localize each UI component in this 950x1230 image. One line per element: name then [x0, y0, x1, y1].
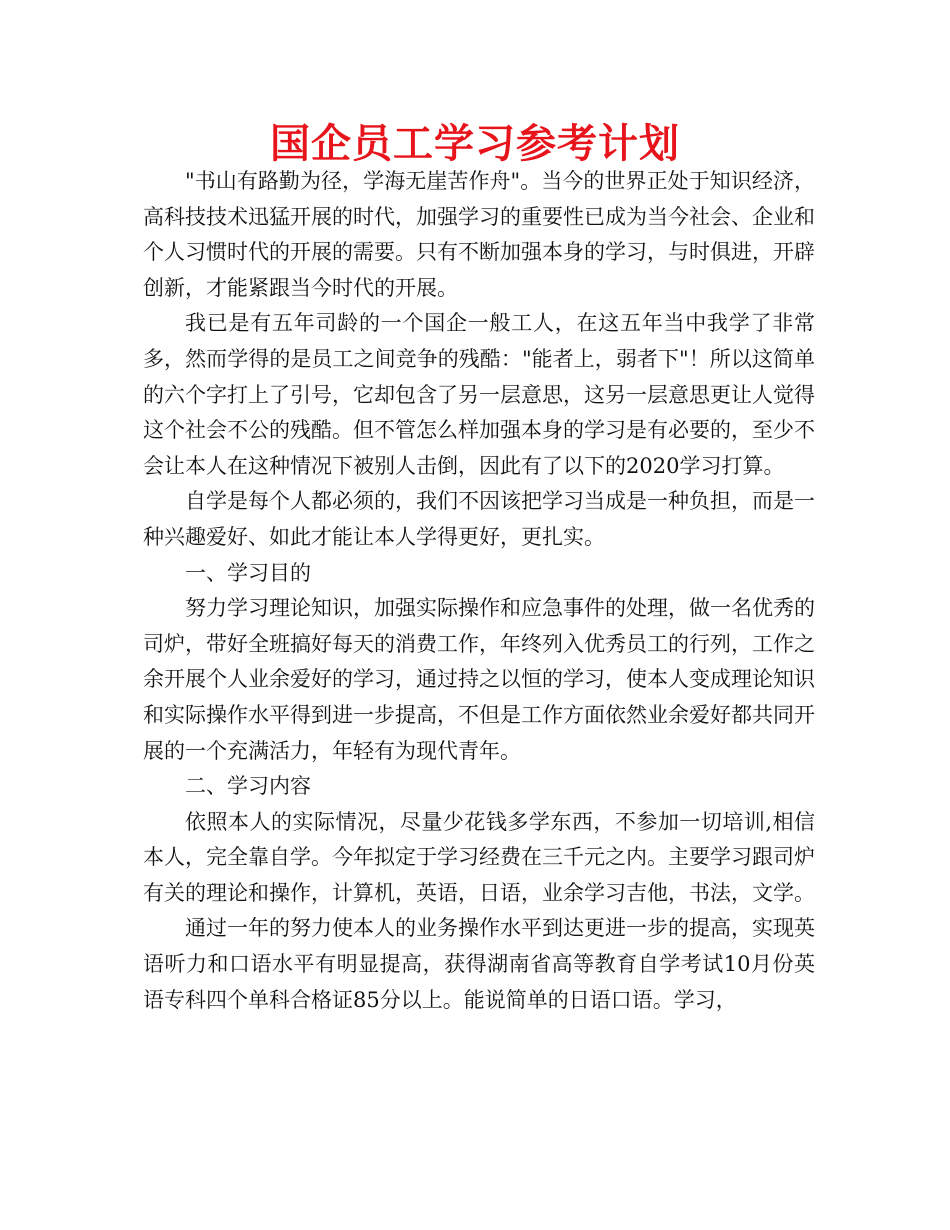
document-body: [143, 164, 815, 1018]
paragraph-intro: "书山有路勤为径，学海无崖苦作舟"。当今的世界正处于知识经济，高科技技术迅猛开展的时代，加强学习的重要性已成为当今社会、企业和个人习惯时代的开展的需要。只有不断加强本身的学习，与时俱进，开辟创新，才能紧跟当今时代的开展。: [143, 169, 815, 300]
section-heading-content: 二、学习内容: [185, 774, 311, 799]
paragraph-content: 依照本人的实际情况，尽量少花钱多学东西，不参加一切培训,相信本人，完全靠自学。今年拟定于学习经费在三千元之内。主要学习跟司炉有关的理论和操作，计算机，英语，日语，业余学习吉他，书法，文学。: [143, 809, 815, 905]
document-title: 国企员工学习参考计划: [270, 121, 680, 167]
paragraph-targets: 通过一年的努力使本人的业务操作水平到达更进一步的提高，实现英语听力和口语水平有明显提高，获得湖南省高等教育自学考试10月份英语专科四个单科合格证85分以上。能说简单的日语口语。学习，: [143, 916, 815, 1012]
paragraph-background: 我已是有五年司龄的一个国企一般工人，在这五年当中我学了非常多，然而学得的是员工之间竞争的残酷："能者上，弱者下"！所以这简单的六个字打上了引号，它却包含了另一层意思，这另一层意思更让人觉得这个社会不公的残酷。但不管怎么样加强本身的学习是有必要的，至少不会让本人在这种情况下被别人击倒，因此有了以下的2020学习打算。: [143, 311, 815, 478]
paragraph-self-study: 自学是每个人都必须的，我们不因该把学习当成是一种负担，而是一种兴趣爱好、如此才能让本人学得更好，更扎实。: [143, 489, 815, 549]
section-heading-goals: 一、学习目的: [185, 560, 311, 585]
paragraph-goals: 努力学习理论知识，加强实际操作和应急事件的处理，做一名优秀的司炉，带好全班搞好每天的消费工作，年终列入优秀员工的行列，工作之余开展个人业余爱好的学习，通过持之以恒的学习，使本人变成理论知识和实际操作水平得到进一步提高，不但是工作方面依然业余爱好都共同开展的一个充满活力，年轻有为现代青年。: [143, 596, 815, 763]
